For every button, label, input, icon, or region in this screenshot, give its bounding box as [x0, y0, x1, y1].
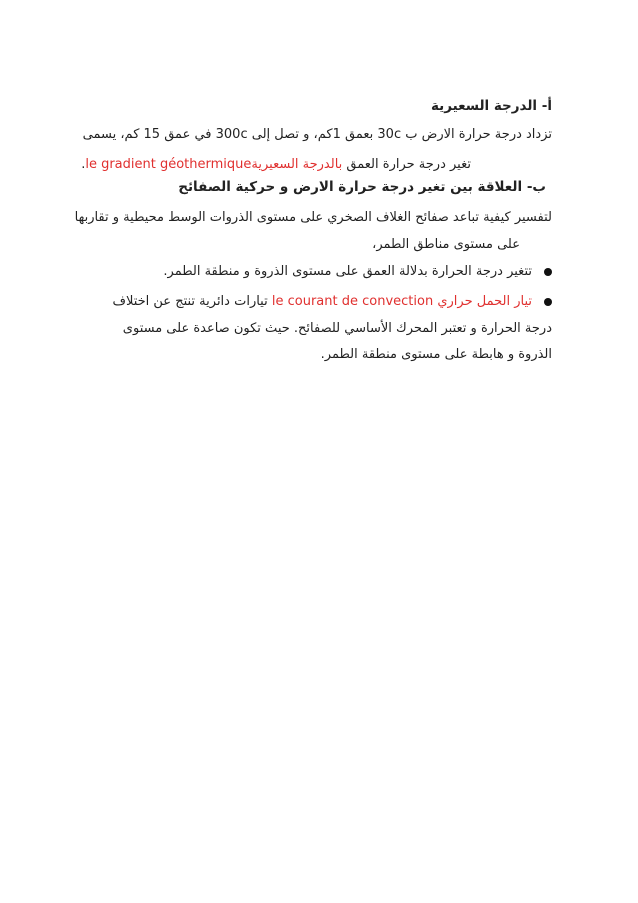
gradient-arabic-term: بالدرجة السعيرية: [251, 157, 343, 172]
section-a-line-1: تزداد درجة حرارة الارض ب 30c بعمق 1كم، و تصل إلى 300c في عمق 15 كم، يسمى: [82, 127, 552, 142]
bullet-point-icon: [544, 268, 552, 276]
bullet-item-2-line-3: الذروة و هابطة على مستوى منطقة الطمر.: [320, 347, 552, 362]
convection-french-term: le courant de convection: [271, 294, 434, 309]
bullet-item-2-line-2: درجة الحرارة و تعتبر المحرك الأساسي للصفائح. حيث تكون صاعدة على مستوى: [122, 321, 552, 336]
convection-arabic-term: تيار الحمل حراري: [437, 294, 532, 309]
section-a-heading: أ- الدرجة السعيرية: [430, 98, 552, 114]
bullet-2-rest: تيارات دائرية تنتج عن اختلاف: [112, 294, 268, 309]
section-b-heading: ب- العلاقة بين تغير درجة حرارة الارض و حركية الصفائح: [178, 179, 546, 195]
line-2-end: .: [81, 157, 86, 172]
bullet-item-1: تتغير درجة الحرارة بدلالة العمق على مستوى الذروة و منطقة الطمر.: [163, 264, 532, 279]
section-b-paragraph-line-2: على مستوى مناطق الطمر،: [372, 237, 520, 252]
bullet-item-2: [112, 293, 532, 310]
gradient-french-term: le gradient géothermique: [85, 157, 252, 172]
line-2-prefix: تغير درجة حرارة العمق: [342, 157, 471, 172]
section-b-paragraph-line-1: لتفسير كيفية تباعد صفائح الغلاف الصخري على مستوى الذروات الوسط محيطية و تقاربها: [74, 210, 552, 225]
bullet-point-icon: [544, 298, 552, 306]
section-a-line-2: [81, 156, 471, 173]
